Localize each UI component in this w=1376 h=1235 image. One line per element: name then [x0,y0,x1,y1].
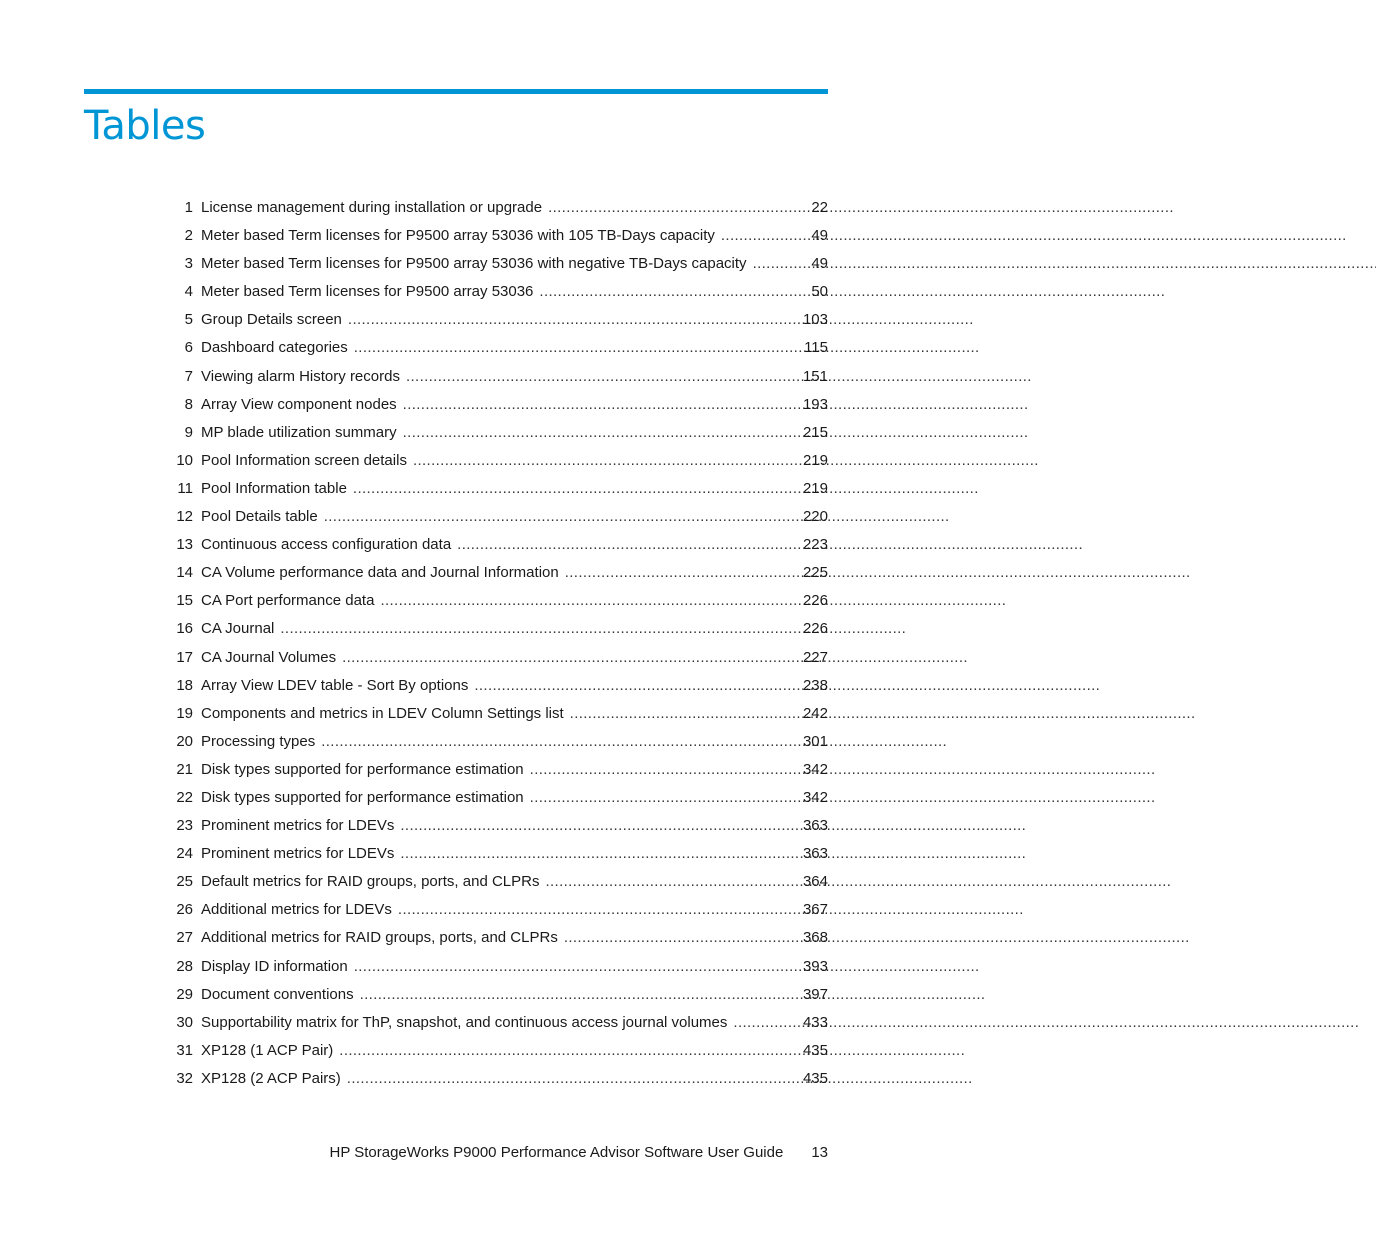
table-title-link[interactable]: Additional metrics for RAID groups, ports, and CLPRs [201,929,558,947]
table-title-link[interactable]: Display ID information [201,957,348,975]
dot-leader [354,955,797,979]
page-number-link[interactable]: 342 [802,760,828,778]
dot-leader [321,730,797,754]
page-number-link[interactable]: 22 [811,199,828,216]
page-number-link[interactable]: 215 [802,423,828,441]
toc-entry[interactable] [160,561,828,589]
table-title-link[interactable]: Processing types [201,732,316,750]
dot-leader [406,365,797,389]
toc-entry[interactable] [160,674,828,702]
page-number-link[interactable]: 301 [802,732,828,750]
table-number: 3 [184,255,193,273]
page-title: Tables [84,103,206,149]
table-title-link[interactable]: Supportability matrix for ThP, snapshot, and continuous access journal volumes [201,1013,728,1031]
table-number: 17 [176,648,193,666]
table-title-link[interactable]: Disk types supported for performance estimation [201,788,524,806]
table-title-link[interactable]: License management during installation or upgrade [201,199,543,216]
table-number: 13 [176,536,193,554]
table-number: 11 [177,479,193,497]
toc-entry[interactable] [160,1011,828,1039]
dot-leader [565,561,797,585]
dot-leader [530,758,797,782]
table-number: 18 [176,676,193,694]
dot-leader [280,617,797,641]
dot-leader [753,252,806,276]
dot-leader [347,1067,797,1091]
page-number-link[interactable]: 397 [802,985,828,1003]
page-number-link[interactable]: 49 [811,227,828,245]
dot-leader [353,477,797,501]
page-number-link[interactable]: 364 [802,873,828,891]
table-number: 30 [176,1013,193,1031]
table-title-link[interactable]: Array View LDEV table - Sort By options [201,676,469,694]
table-title-link[interactable]: MP blade utilization summary [201,423,397,441]
page-footer [0,1143,828,1163]
page-number-link[interactable]: 393 [802,957,828,975]
toc-entry[interactable] [160,870,828,898]
toc-entry[interactable] [160,786,828,814]
dot-leader [413,449,797,473]
toc-entry[interactable] [160,926,828,954]
table-number: 10 [176,451,193,469]
page-number-link[interactable]: 363 [802,817,828,835]
page-number-link[interactable]: 226 [802,592,828,610]
page-number-link[interactable]: 151 [802,367,828,385]
table-number: 32 [176,1069,193,1087]
dot-leader [380,589,797,613]
table-number: 5 [184,311,193,329]
table-title-link[interactable]: Default metrics for RAID groups, ports, and CLPRs [201,873,540,891]
table-title-link[interactable]: Continuous access configuration data [201,536,452,554]
table-number: 31 [176,1041,193,1059]
toc-entry[interactable] [160,365,828,393]
toc-entry[interactable] [160,983,828,1011]
page-number-link[interactable]: 49 [811,255,828,273]
page-number-link[interactable]: 368 [802,929,828,947]
toc-entry[interactable] [160,196,828,224]
dot-leader [400,842,797,866]
table-number: 20 [176,732,193,750]
toc-entry[interactable] [160,617,828,645]
page-number-link[interactable]: 435 [802,1041,828,1059]
toc-entry[interactable] [160,1067,828,1095]
page-number-link[interactable]: 225 [802,564,828,582]
table-number: 21 [176,760,193,778]
table-title-link[interactable]: Additional metrics for LDEVs [201,901,392,919]
toc-entry[interactable] [160,758,828,786]
table-title-link[interactable]: Disk types supported for performance estimation [201,760,524,778]
table-number: 15 [176,592,193,610]
table-title-link[interactable]: XP128 (2 ACP Pairs) [201,1069,341,1087]
toc-entry[interactable] [160,505,828,533]
table-number: 22 [176,788,193,806]
table-title-link[interactable]: Components and metrics in LDEV Column Settings list [201,704,564,722]
page-number-link[interactable]: 50 [811,283,828,301]
table-title-link[interactable]: Document conventions [201,985,354,1003]
toc-entry[interactable] [160,252,828,280]
toc-entry[interactable] [160,1039,828,1067]
page-number-link[interactable]: 227 [802,648,828,666]
table-number: 16 [176,620,193,638]
dot-leader [545,870,797,894]
dot-leader [570,702,797,726]
toc-entry[interactable] [160,730,828,758]
table-title-link[interactable]: Prominent metrics for LDEVs [201,817,395,835]
table-number: 1 [184,199,193,216]
table-title-link[interactable]: Viewing alarm History records [201,367,400,385]
dot-leader [403,421,797,445]
dot-leader [457,533,797,557]
table-number: 23 [176,817,193,835]
table-title-link[interactable]: CA Journal Volumes [201,648,337,666]
page-number-link[interactable]: 115 [804,339,828,357]
page-number-link[interactable]: 193 [802,395,828,413]
dot-leader [474,674,797,698]
dot-leader [398,898,797,922]
toc-entry[interactable] [160,702,828,730]
dot-leader [339,1039,797,1063]
dot-leader [403,393,797,417]
toc-entry[interactable] [160,336,828,364]
dot-leader [530,786,797,810]
toc-entry[interactable] [160,589,828,617]
table-title-link[interactable]: XP128 (1 ACP Pair) [201,1041,334,1059]
footer-page-number: 13 [811,1144,828,1161]
table-number: 25 [176,873,193,891]
dot-leader [400,814,797,838]
toc-entry[interactable] [160,842,828,870]
toc-entry[interactable] [160,449,828,477]
toc-entry[interactable] [160,421,828,449]
toc-entry[interactable] [160,646,828,674]
dot-leader [548,196,805,220]
page-number-link[interactable]: 367 [802,901,828,919]
dot-leader [721,224,805,248]
dot-leader [324,505,797,529]
toc-entry[interactable] [160,224,828,252]
table-number: 9 [184,423,193,441]
toc-entry[interactable] [160,280,828,308]
table-number: 12 [176,508,193,526]
page-number-link[interactable]: 223 [802,536,828,554]
tables-list [160,196,828,1095]
dot-leader [348,308,797,332]
table-title-link[interactable]: CA Volume performance data and Journal Information [201,564,559,582]
table-number: 14 [176,564,193,582]
page-number-link[interactable]: 238 [802,676,828,694]
page-number-link[interactable]: 433 [802,1013,828,1031]
table-number: 19 [176,704,193,722]
dot-leader [354,336,798,360]
page-number-link[interactable]: 342 [802,788,828,806]
page-number-link[interactable]: 220 [802,508,828,526]
toc-entry[interactable] [160,898,828,926]
footer-guide-title: HP StorageWorks P9000 Performance Advisor Software User Guide [329,1144,784,1161]
table-title-link[interactable]: Meter based Term licenses for P9500 array 53036 with negative TB-Days capacity [201,255,747,273]
table-number: 6 [184,339,193,357]
page-number-link[interactable]: 435 [802,1069,828,1087]
dot-leader [564,926,797,950]
table-title-link[interactable]: Meter based Term licenses for P9500 array 53036 with 105 TB-Days capacity [201,227,715,245]
toc-entry[interactable] [160,955,828,983]
toc-entry[interactable] [160,814,828,842]
dot-leader [539,280,805,304]
page-number-link[interactable]: 363 [802,845,828,863]
page-number-link[interactable]: 219 [802,479,828,497]
table-title-link[interactable]: Dashboard categories [201,339,348,357]
table-title-link[interactable]: Meter based Term licenses for P9500 array 53036 [201,283,534,301]
dot-leader [342,646,797,670]
table-title-link[interactable]: Array View component nodes [201,395,397,413]
toc-entry[interactable] [160,393,828,421]
table-number: 28 [176,957,193,975]
table-title-link[interactable]: CA Journal [201,620,275,638]
toc-entry[interactable] [160,533,828,561]
table-title-link[interactable]: Prominent metrics for LDEVs [201,845,395,863]
table-title-link[interactable]: Pool Information screen details [201,451,407,469]
dot-leader [733,1011,797,1035]
table-title-link[interactable]: Pool Information table [201,479,347,497]
table-number: 27 [176,929,193,947]
table-number: 4 [184,283,193,301]
table-number: 24 [176,845,193,863]
table-number: 2 [184,227,193,245]
dot-leader [360,983,797,1007]
page-number-link[interactable]: 226 [802,620,828,638]
toc-entry[interactable] [160,308,828,336]
table-number: 29 [176,985,193,1003]
page-number-link[interactable]: 242 [802,704,828,722]
table-title-link[interactable]: Pool Details table [201,508,318,526]
toc-entry[interactable] [160,477,828,505]
table-number: 26 [176,901,193,919]
page-number-link[interactable]: 103 [802,311,828,329]
table-number: 7 [184,367,193,385]
table-number: 8 [184,395,193,413]
page-number-link[interactable]: 219 [802,451,828,469]
table-title-link[interactable]: CA Port performance data [201,592,375,610]
table-title-link[interactable]: Group Details screen [201,311,342,329]
title-rule [84,89,828,94]
